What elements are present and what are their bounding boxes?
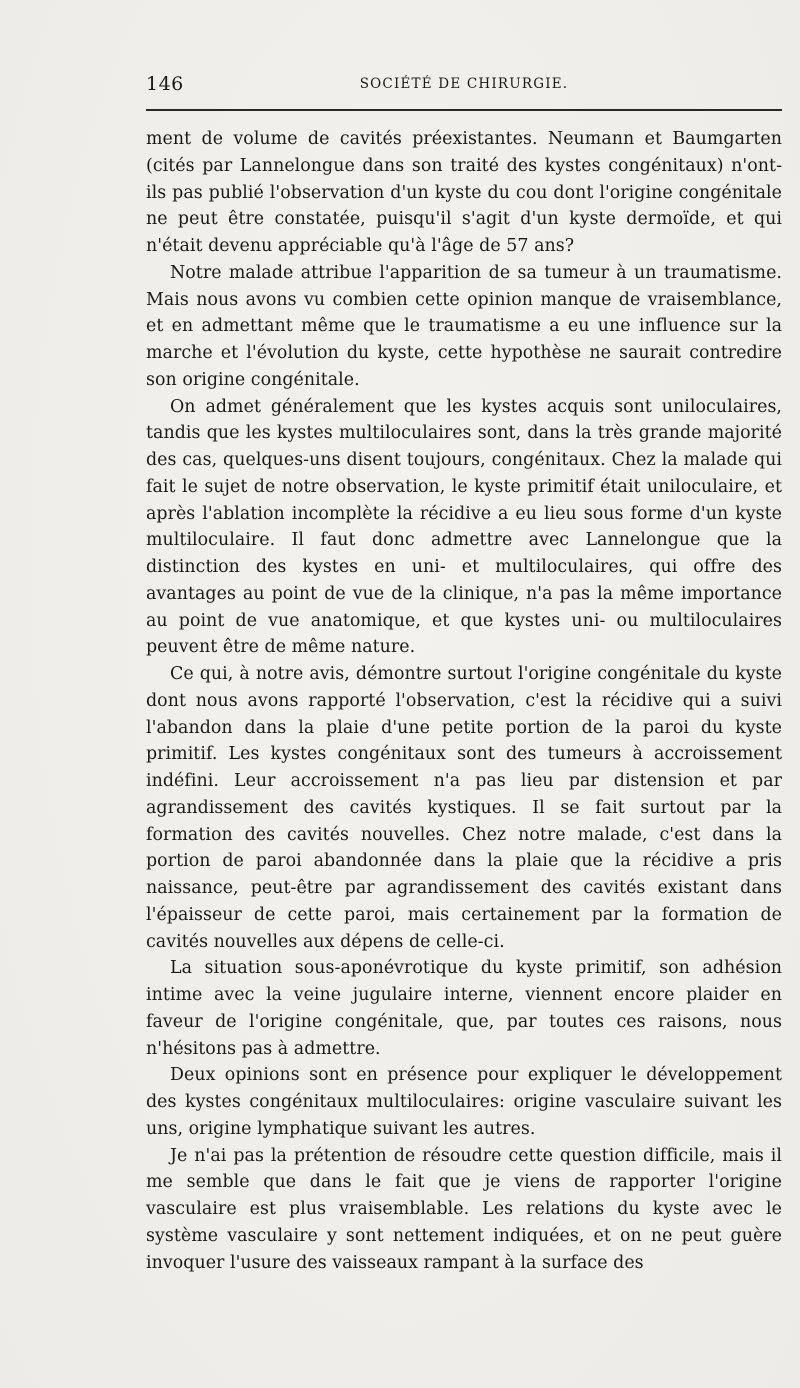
journal-title: SOCIÉTÉ DE CHIRURGIE.: [359, 76, 569, 92]
paragraph: On admet généralement que les kystes acquis sont uniloculaires, tandis que les kystes multiloculaires sont, dans la très grande majorité des cas, quelques-uns disent toujours, congénitaux. Chez la malade qui fait le sujet de notre observation, le kyste primitif était uniloculaire, et après l'ablation incomplète la récidive a eu lieu sous forme d'un kyste multiloculaire. Il faut donc admettre avec Lannelongue que la distinction des kystes en uni- et multiloculaires, qui offre des avantages au point de vue de la clinique, n'a pas la même importance au point de vue anatomique, et que kystes uni- ou multiloculaires peuvent être de même nature.: [146, 396, 782, 658]
body-text: [146, 126, 782, 1276]
header-rule: [146, 109, 782, 111]
paragraph-continuation: ment de volume de cavités préexistantes. Neumann et Baumgarten (cités par Lannelongue dans son traité des kystes congénitaux) n'ont-ils pas publié l'observation d'un kyste du cou dont l'origine congénitale ne peut être constatée, puisqu'il s'agit d'un kyste dermoïde, et qui n'était devenu appréciable qu'à l'âge de 57 ans?: [146, 129, 782, 256]
paragraph: Je n'ai pas la prétention de résoudre cette question difficile, mais il me semble que dans le fait que je viens de rapporter l'origine vasculaire est plus vraisemblable. Les relations du kyste avec le système vasculaire y sont nettement indiquées, et on ne peut guère invoquer l'usure des vaisseaux rampant à la surface des: [146, 1145, 782, 1273]
page-number: 146: [146, 73, 184, 95]
paragraph: Deux opinions sont en présence pour expliquer le développement des kystes congénitaux multiloculaires: origine vasculaire suivant les uns, origine lymphatique suivant les autres.: [146, 1065, 782, 1139]
paragraph: Notre malade attribue l'apparition de sa tumeur à un traumatisme. Mais nous avons vu combien cette opinion manque de vraisemblance, et en admettant même que le traumatisme a eu une influence sur la marche et l'évolution du kyste, cette hypothèse ne saurait contredire son origine congénitale.: [146, 262, 782, 390]
paragraph: La situation sous-aponévrotique du kyste primitif, son adhésion intime avec la veine jugulaire interne, viennent encore plaider en faveur de l'origine congénitale, que, par toutes ces raisons, nous n'hésitons pas à admettre.: [146, 958, 782, 1059]
running-head: [146, 73, 782, 101]
paragraph: Ce qui, à notre avis, démontre surtout l'origine congénitale du kyste dont nous avons rapporté l'observation, c'est la récidive qui a suivi l'abandon dans la plaie d'une petite portion de la paroi du kyste primitif. Les kystes congénitaux sont des tumeurs à accroissement indéfini. Leur accroissement n'a pas lieu par distension et par agrandissement des cavités kystiques. Il se fait surtout par la formation des cavités nouvelles. Chez notre malade, c'est dans la portion de paroi abandonnée dans la plaie que la récidive a pris naissance, peut-être par agrandissement des cavités existant dans l'épaisseur de cette paroi, mais certainement par la formation de cavités nouvelles aux dépens de celle-ci.: [146, 664, 782, 952]
